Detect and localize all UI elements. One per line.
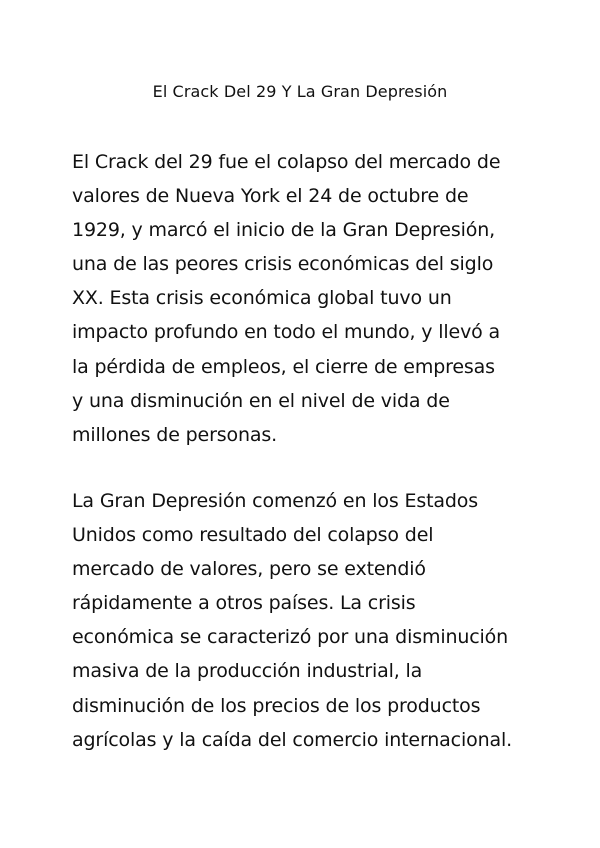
paragraph-line: rápidamente a otros países. La crisis [72,592,416,615]
paragraph-line: una de las peores crisis económicas del siglo [72,253,494,276]
paragraph-line: 1929, y marcó el inicio de la Gran Depresión, [72,219,495,242]
paragraph-line: disminución de los precios de los productos [72,694,481,717]
paragraph-line: Unidos como resultado del colapso del [72,524,434,547]
paragraph-line: agrícolas y la caída del comercio internacional. [72,728,512,751]
document-title: El Crack Del 29 Y La Gran Depresión [152,82,448,101]
paragraph-2 [72,484,532,757]
paragraph-line: económica se caracterizó por una disminución [72,626,509,649]
paragraph-1 [72,145,532,452]
paragraph-line: El Crack del 29 fue el colapso del mercado de [72,151,501,173]
paragraph-line: y una disminución en el nivel de vida de [72,389,450,412]
paragraph-line: millones de personas. [72,423,277,446]
paragraph-line: masiva de la producción industrial, la [72,660,423,683]
paragraph-line: La Gran Depresión comenzó en los Estados [72,490,479,512]
paragraph-line: la pérdida de empleos, el cierre de empresas [72,355,495,378]
paragraph-line: XX. Esta crisis económica global tuvo un [72,287,452,310]
paragraph-line: mercado de valores, pero se extendió [72,558,426,581]
paragraph-line: impacto profundo en todo el mundo, y llevó a [72,321,501,344]
paragraph-line: valores de Nueva York el 24 de octubre de [72,185,469,208]
